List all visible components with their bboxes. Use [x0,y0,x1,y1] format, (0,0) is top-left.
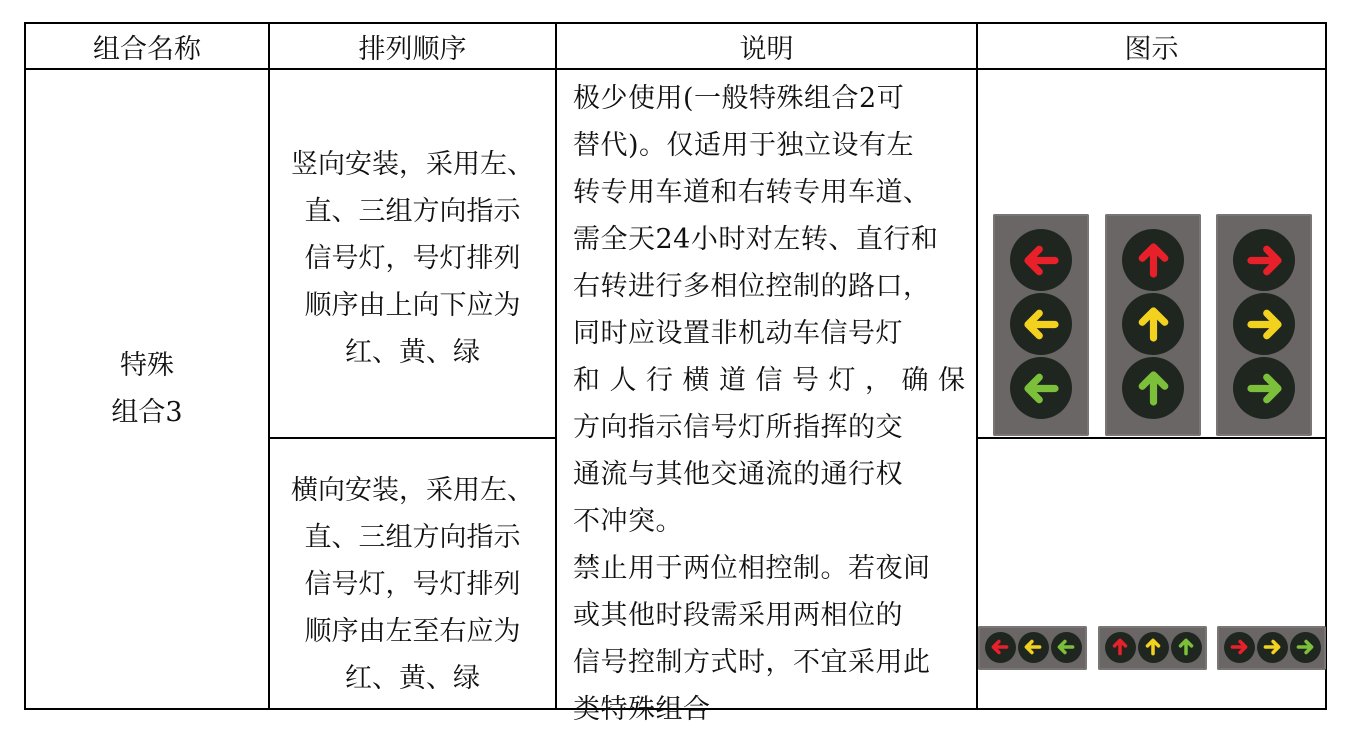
up-arrow-icon [1131,238,1176,283]
group-name-cell [26,70,268,708]
row-divider-illustration [976,437,1327,439]
vertical-signal-housing [1105,214,1201,436]
horizontal-signal-housing [978,626,1087,670]
description-line: 类特殊组合 [573,694,711,725]
signal-bulb [1171,632,1202,663]
right-arrow-icon [1228,636,1250,658]
group-name-line: 特殊 [120,350,174,381]
description-cell [573,75,975,733]
horizontal-signal-housing [1217,626,1326,670]
signal-bulb [985,632,1016,663]
description-line: 禁止用于两位相控制。若夜间 [573,553,931,584]
column-divider-3 [976,22,978,710]
signal-bulb [1122,293,1184,355]
signal-bulb [1224,632,1255,663]
header-description: 说明 [739,33,794,65]
description-line: 替代)。仅适用于独立设有左 [573,130,915,161]
signal-bulb [1122,357,1184,419]
up-arrow-icon [1109,636,1131,658]
signal-bulb [1010,229,1072,291]
left-arrow-icon [1019,366,1064,411]
signal-bulb [1051,632,1082,663]
signal-bulb [1257,632,1288,663]
signal-bulb [1233,293,1295,355]
order-line: 竖向安装，采用左、 [291,149,534,180]
order-line: 直、三组方向指示 [304,522,521,553]
right-arrow-icon [1242,302,1287,347]
description-line: 或其他时段需采用两相位的 [573,600,903,631]
right-arrow-icon [1242,366,1287,411]
signal-bulb [1233,229,1295,291]
description-line: 不冲突。 [573,506,683,537]
right-arrow-icon [1294,636,1316,658]
order-line: 横向安装，采用左、 [291,475,534,506]
left-arrow-icon [1055,636,1077,658]
signal-bulb [1290,632,1321,663]
signal-bulb [1010,293,1072,355]
signal-bulb [1233,357,1295,419]
vertical-signal-housing [993,214,1089,436]
order-line: 顺序由左至右应为 [304,616,521,647]
left-arrow-icon [1022,636,1044,658]
signal-bulb [1105,632,1136,663]
order-line: 信号灯，号灯排列 [304,243,521,274]
right-arrow-icon [1261,636,1283,658]
description-line: 转专用车道和右转专用车道、 [573,177,931,208]
left-arrow-icon [1019,302,1064,347]
description-line: 通流与其他交通流的通行权 [573,459,903,490]
description-line: 和人行横道信号灯，确保 [573,365,975,396]
column-divider-2 [555,22,557,710]
horizontal-order-cell [270,439,555,708]
order-line: 红、黄、绿 [345,337,480,368]
signal-bulb [1122,229,1184,291]
header-order: 排列顺序 [358,33,467,65]
order-line: 信号灯，号灯排列 [304,569,521,600]
description-line: 右转进行多相位控制的路口， [573,271,931,302]
signal-bulb [1138,632,1169,663]
up-arrow-icon [1142,636,1164,658]
up-arrow-icon [1131,302,1176,347]
description-line: 方向指示信号灯所指挥的交 [573,412,903,443]
description-line: 需全天24小时对左转、直行和 [573,224,939,255]
order-line: 顺序由上向下应为 [304,290,521,321]
vertical-signal-housing [1216,214,1312,436]
description-line: 同时应设置非机动车信号灯 [573,318,903,349]
order-line: 红、黄、绿 [345,663,480,694]
description-line: 信号控制方式时，不宜采用此 [573,647,931,678]
left-arrow-icon [1019,238,1064,283]
header-group-name: 组合名称 [93,33,201,65]
up-arrow-icon [1131,366,1176,411]
left-arrow-icon [989,636,1011,658]
header-illustration: 图示 [1124,33,1179,65]
right-arrow-icon [1242,238,1287,283]
up-arrow-icon [1175,636,1197,658]
signal-bulb [1018,632,1049,663]
signal-bulb [1010,357,1072,419]
description-line: 极少使用(一般特殊组合2可 [573,83,905,114]
group-name-line: 组合3 [111,397,183,428]
table-border-right [1325,22,1327,710]
order-line: 直、三组方向指示 [304,196,521,227]
horizontal-signal-housing [1098,626,1207,670]
vertical-order-cell [270,70,555,437]
